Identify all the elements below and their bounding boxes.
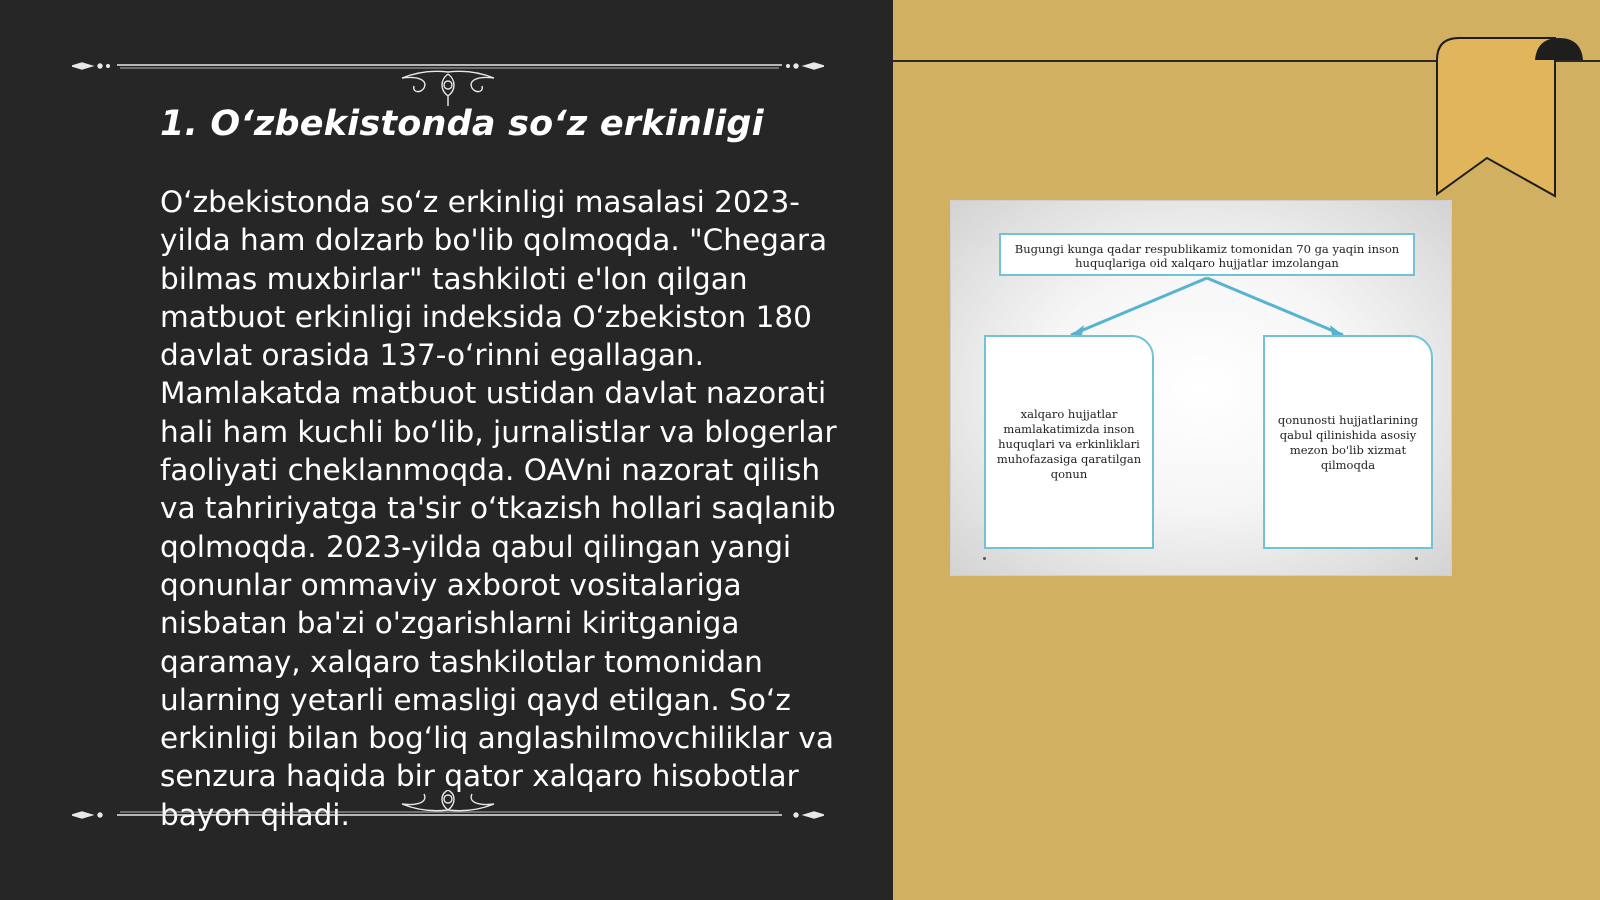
diagram-dot-left [983,557,986,560]
slide-body-text: O‘zbekistonda so‘z erkinligi masalasi 2023-yilda ham dolzarb bo'lib qolmoqda. "Chegara bilmas muxbirlar" tashkiloti e'lon qilgan matbuot erkinligi indeksida O‘zbekiston 180 davlat orasida 137-o‘rinni egallagan. Mamlakatda matbuot ustidan davlat nazorati hali ham kuchli bo‘lib, jurnalistlar va blogerlar faoliyati cheklanmoqda. OAVni nazorat qilish va tahririyatga ta'sir o‘tkazish hollari saqlanib qolmoqda. 2023-yilda qabul qilingan yangi qonunlar ommaviy axborot vositalariga nisbatan ba'zi o'zgarishlarni kiritganiga qaramay, xalqaro tashkilotlar tomonidan ularning yetarli emasligi qayd etilgan. So‘z erkinligi bilan bog‘liq anglashilmovchiliklar va senzura haqida bir qator xalqaro hisobotlar bayon qiladi. [160,185,837,832]
diagram-dot-right [1415,557,1418,560]
diagram-right-box: qonunosti hujjatlarining qabul qilinishida asosiy mezon bo'lib xizmat qilmoqda [1263,335,1433,549]
ornament-bottom-divider [72,790,824,820]
diagram-top-box: Bugungi kunga qadar respublikamiz tomonidan 70 ga yaqin inson huquqlariga oid xalqaro hujjatlar imzolangan [999,233,1415,276]
diagram-figure [950,200,1452,576]
ornament-top-divider [72,56,824,106]
slide-title: 1. O‘zbekistonda so‘z erkinligi [160,104,764,144]
diagram-left-box: xalqaro hujjatlar mamlakatimizda inson huquqlari va erkinliklari muhofazasiga qaratilgan qonun [984,335,1154,549]
bookmark-ribbon-icon [1435,36,1595,198]
